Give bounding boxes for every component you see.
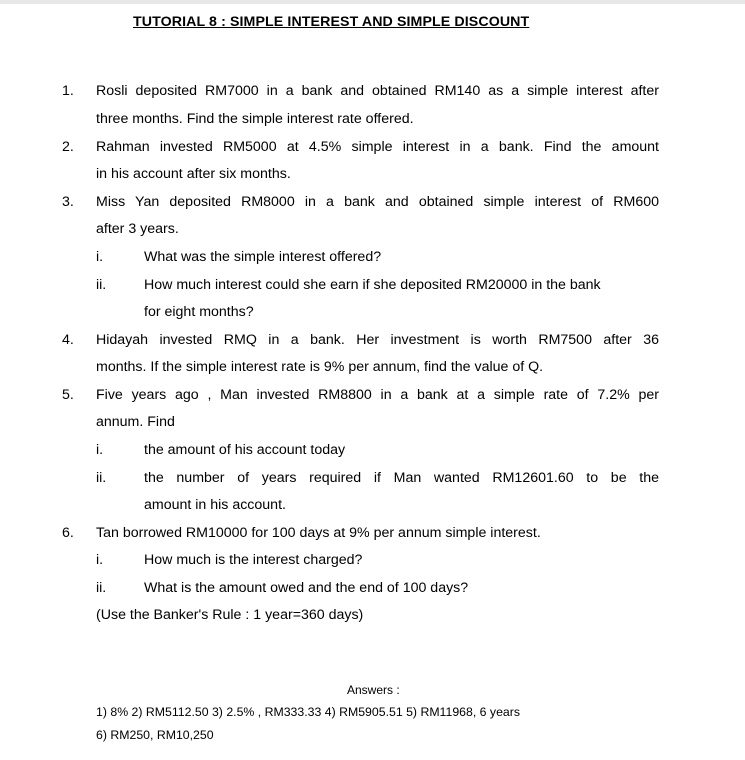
sub-question-label: i. <box>96 552 104 568</box>
question-number: 2. <box>62 139 74 155</box>
question-number: 5. <box>62 387 74 403</box>
sub-question-text: What is the amount owed and the end of 100 days? <box>144 580 469 596</box>
question-text: annum. Find <box>96 414 175 430</box>
question-text: Hidayah invested RMQ in a bank. Her investment is worth RM7500 after 36 <box>96 332 659 348</box>
question-text: months. If the simple interest rate is 9% per annum, find the value of Q. <box>96 359 544 375</box>
sub-question-text: What was the simple interest offered? <box>144 249 382 265</box>
question-text: in his account after six months. <box>96 166 291 182</box>
top-border <box>0 0 745 4</box>
sub-question-text: the amount of his account today <box>144 442 346 458</box>
bankers-rule-note: (Use the Banker's Rule : 1 year=360 days) <box>96 607 364 623</box>
sub-question-text: amount in his account. <box>144 497 286 513</box>
sub-question-text: How much interest could she earn if she deposited RM20000 in the bank <box>144 277 601 293</box>
question-text: Rosli deposited RM7000 in a bank and obtained RM140 as a simple interest after <box>96 83 659 99</box>
answers-label: Answers : <box>347 683 400 697</box>
page-title: TUTORIAL 8 : SIMPLE INTEREST AND SIMPLE DISCOUNT <box>133 14 530 30</box>
question-text: after 3 years. <box>96 221 179 237</box>
question-text: Rahman invested RM5000 at 4.5% simple interest in a bank. Find the amount <box>96 139 659 155</box>
sub-question-text: for eight months? <box>144 304 254 320</box>
sub-question-text: How much is the interest charged? <box>144 552 363 568</box>
question-text: Tan borrowed RM10000 for 100 days at 9% per annum simple interest. <box>96 525 541 541</box>
answers-line-2: 6) RM250, RM10,250 <box>96 728 214 742</box>
sub-question-label: i. <box>96 249 104 265</box>
answers-line-1: 1) 8% 2) RM5112.50 3) 2.5% , RM333.33 4) RM5905.51 5) RM11968, 6 years <box>96 705 521 719</box>
question-text: Miss Yan deposited RM8000 in a bank and obtained simple interest of RM600 <box>96 194 659 210</box>
sub-question-label: ii. <box>96 580 107 596</box>
question-number: 3. <box>62 194 74 210</box>
question-text: three months. Find the simple interest rate offered. <box>96 111 414 127</box>
question-number: 1. <box>62 83 74 99</box>
sub-question-label: ii. <box>96 277 107 293</box>
sub-question-label: i. <box>96 442 104 458</box>
sub-question-label: ii. <box>96 470 107 486</box>
question-number: 4. <box>62 332 74 348</box>
question-text: Five years ago , Man invested RM8800 in a bank at a simple rate of 7.2% per <box>96 387 659 403</box>
question-number: 6. <box>62 525 74 541</box>
sub-question-text: the number of years required if Man wanted RM12601.60 to be the <box>144 470 659 486</box>
